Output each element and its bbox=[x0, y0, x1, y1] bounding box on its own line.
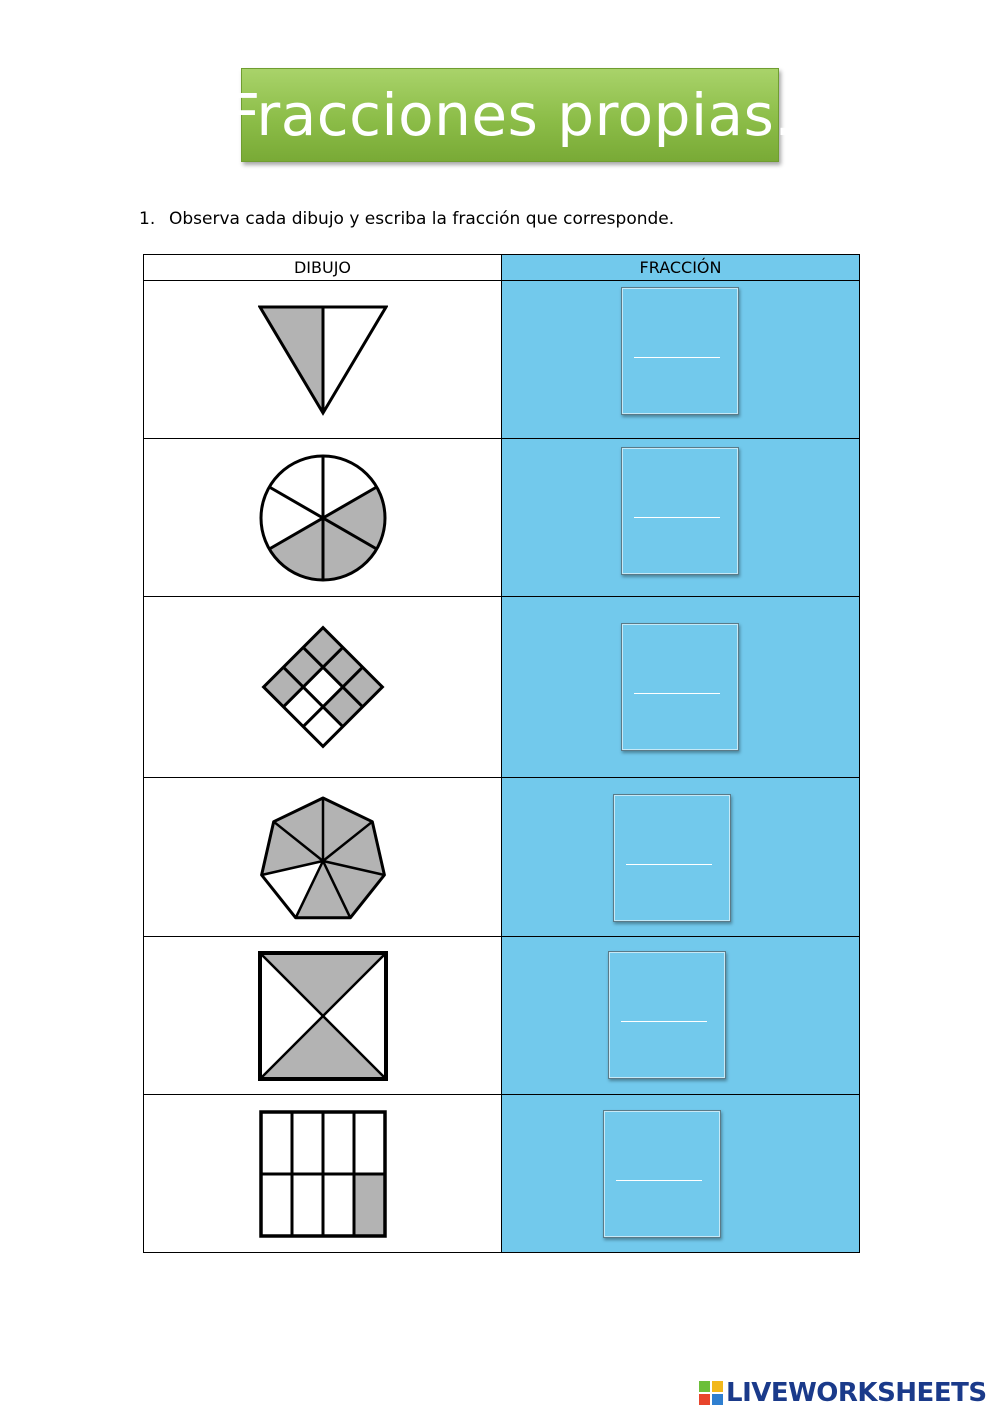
drawing-cell bbox=[144, 281, 502, 439]
worksheet-table bbox=[143, 254, 860, 1253]
fraction-cell bbox=[502, 439, 860, 597]
page-title: Fracciones propias. bbox=[226, 81, 794, 149]
fraction-cell bbox=[502, 1095, 860, 1253]
table-row bbox=[144, 281, 860, 439]
table-row bbox=[144, 937, 860, 1095]
fraction-cell bbox=[502, 597, 860, 778]
drawing-cell bbox=[144, 778, 502, 937]
title-banner bbox=[226, 68, 794, 162]
instruction-text: Observa cada dibujo y escriba la fracción que corresponde. bbox=[169, 209, 675, 229]
logo-icon bbox=[698, 1380, 724, 1406]
fraction-line bbox=[621, 1021, 707, 1022]
drawing-cell bbox=[144, 1095, 502, 1253]
drawing-cell bbox=[144, 439, 502, 597]
instruction-number: 1. bbox=[139, 209, 156, 229]
fraction-line bbox=[634, 693, 720, 694]
square-x-icon bbox=[257, 950, 389, 1082]
circle-icon bbox=[258, 453, 388, 583]
answer-box[interactable] bbox=[621, 447, 739, 575]
table-header-row bbox=[144, 255, 860, 281]
answer-box[interactable] bbox=[621, 623, 739, 751]
table-row bbox=[144, 1095, 860, 1253]
answer-box[interactable] bbox=[608, 951, 726, 1079]
answer-box[interactable] bbox=[613, 794, 731, 922]
header-dibujo: DIBUJO bbox=[144, 255, 502, 281]
fraction-line bbox=[634, 357, 720, 358]
fraction-line bbox=[616, 1180, 702, 1181]
fraction-cell bbox=[502, 937, 860, 1095]
instruction bbox=[139, 209, 674, 229]
drawing-cell bbox=[144, 937, 502, 1095]
answer-box[interactable] bbox=[603, 1110, 721, 1238]
triangle-icon bbox=[258, 304, 388, 416]
heptagon-icon bbox=[256, 791, 390, 923]
fraction-line bbox=[634, 517, 720, 518]
logo-text: LIVEWORKSHEETS bbox=[726, 1378, 987, 1408]
fraction-cell bbox=[502, 778, 860, 937]
fraction-cell bbox=[502, 281, 860, 439]
table-row bbox=[144, 597, 860, 778]
fraction-line bbox=[626, 864, 712, 865]
table-row bbox=[144, 439, 860, 597]
diamond-grid-icon bbox=[260, 624, 386, 750]
drawing-cell bbox=[144, 597, 502, 778]
answer-box[interactable] bbox=[621, 287, 739, 415]
liveworksheets-logo[interactable] bbox=[698, 1377, 987, 1409]
rectangle-grid-icon bbox=[258, 1109, 388, 1239]
header-fraccion: FRACCIÓN bbox=[502, 255, 860, 281]
table-row bbox=[144, 778, 860, 937]
